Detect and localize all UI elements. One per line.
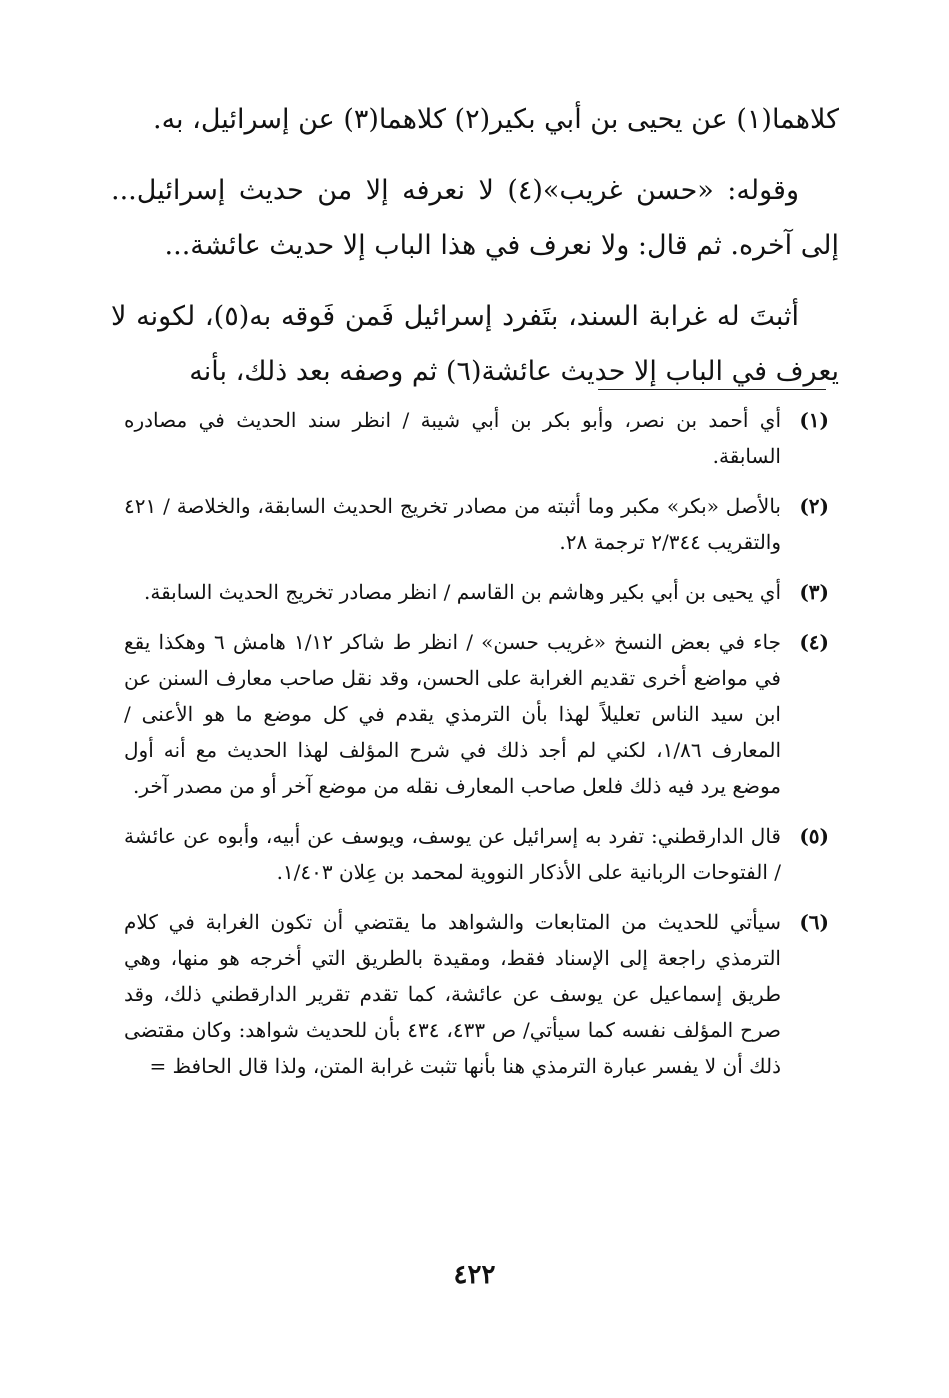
footnote-text: قال الدارقطني: تفرد به إسرائيل عن يوسف، ويوسف عن أبيه، وأبوه عن عائشة / الفتوحات الربانية على الأذكار النووية لمحمد بن عِلان ١/٤٠٣. (124, 824, 781, 884)
footnote-3 (124, 574, 829, 610)
footnote-number: (٢) (799, 494, 829, 518)
footnote-text: أي يحيى بن أبي بكير وهاشم بن القاسم / انظر مصادر تخريج الحديث السابقة. (143, 580, 781, 604)
footnote-6 (124, 904, 829, 1084)
paragraph-3: أثبتَ له غرابة السند، بتَفرد إسرائيل فَمن فَوقه به(٥)، لكونه لا يعرف في الباب إلا حديث عائشة(٦) ثم وصفه بعد ذلك، بأنه (111, 301, 839, 387)
paragraph-2: وقوله: «حسن غريب»(٤) لا نعرفه إلا من حديث إسرائيل... إلى آخره. ثم قال: ولا نعرف في هذا الباب إلا حديث عائشة... (111, 175, 839, 261)
footnote-number: (٣) (799, 580, 829, 604)
footnote-separator (598, 389, 826, 390)
footnote-text: سيأتي للحديث من المتابعات والشواهد ما يقتضي أن تكون الغرابة في كلام الترمذي راجعة إلى الإسناد فقط، ومقيدة بالطريق التي أخرجه هو منها، وهي طريق إسماعيل عن يوسف عن عائشة، كما تقدم تقرير الدارقطني ذلك، وقد صرح المؤلف نفسه كما سيأتي/ ص ٤٣٣، ٤٣٤ بأن للحديث شواهد: وكان مقتضى ذلك أن لا يفسر عبارة الترمذي هنا بأنها تثبت غرابة المتن، ولذا قال الحافظ = (124, 910, 782, 1078)
footnote-4 (124, 624, 829, 804)
footnote-text: أي أحمد بن نصر، وأبو بكر بن أبي شيبة / انظر سند الحديث في مصادره السابقة. (124, 408, 781, 468)
footnotes (124, 402, 829, 1098)
footnote-number: (٤) (799, 630, 829, 654)
footnote-2 (124, 488, 829, 560)
footnote-text: بالأصل «بكر» مكبر وما أثبته من مصادر تخريج الحديث السابقة، والخلاصة / ٤٢١ والتقريب ٢/٣٤٤ ترجمة ٢٨. (124, 494, 781, 554)
page-number: ٤٢٢ (453, 1260, 496, 1290)
footnote-number: (٦) (799, 910, 829, 934)
paragraph-1: كلاهما(١) عن يحيى بن أبي بكير(٢) كلاهما(٣) عن إسرائيل، به. (152, 104, 839, 135)
main-text (111, 92, 839, 415)
footnote-number: (٥) (799, 824, 829, 848)
footnote-number: (١) (799, 408, 829, 432)
footnote-1 (124, 402, 829, 474)
footnote-5 (124, 818, 829, 890)
footnote-text: جاء في بعض النسخ «غريب حسن» / انظر ط شاكر ١/١٢ هامش ٦ وهكذا يقع في مواضع أخرى تقديم الغرابة على الحسن، وقد نقل صاحب معارف السنن عن ابن سيد الناس تعليلاً لهذا بأن الترمذي يقدم في كل موضع ما هو الأعنى / المعارف ١/٨٦، لكني لم أجد ذلك في شرح المؤلف لهذا الحديث مع أنه أول موضع يرد فيه ذلك فلعل صاحب المعارف نقله من موضع آخر أو من مصدر آخر. (124, 630, 782, 798)
